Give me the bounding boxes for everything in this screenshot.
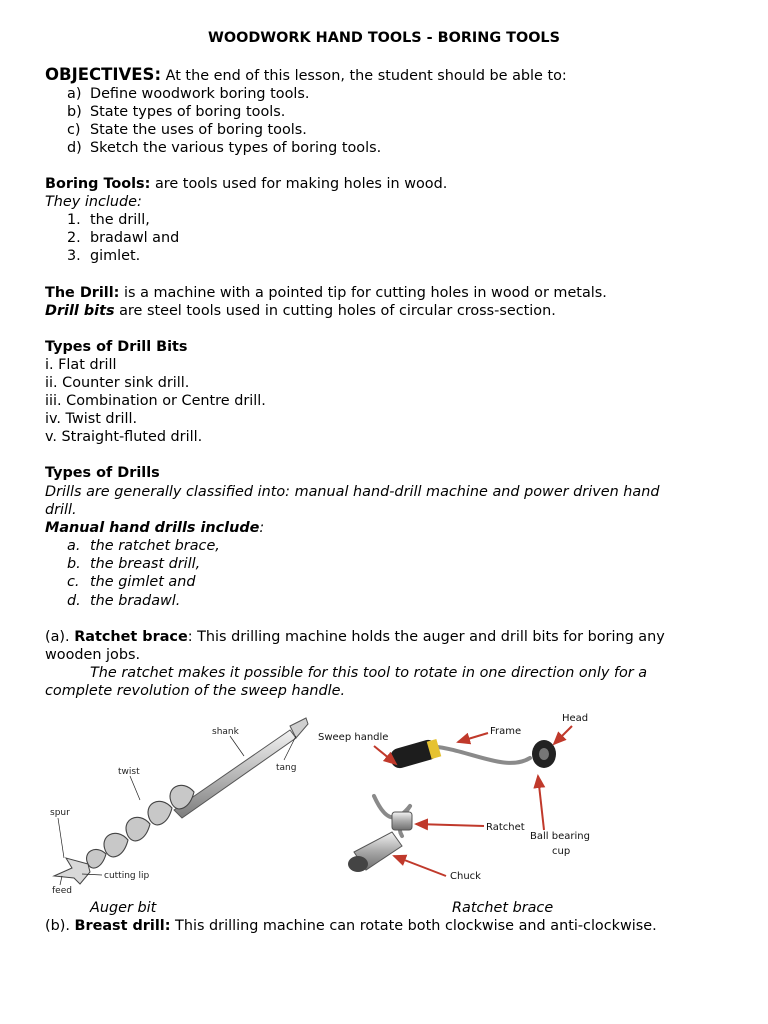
objective-item — [67, 103, 285, 121]
drill-bits-label: Drill bits — [45, 303, 115, 319]
objective-item — [67, 85, 309, 103]
brace-sweep-handle — [388, 738, 441, 770]
brace-ratchet — [392, 812, 412, 830]
breast-drill-line — [45, 917, 657, 935]
breast-drill-label: Breast drill: — [74, 918, 171, 934]
breast-drill-text: This drilling machine can rotate both clockwise and anti-clockwise. — [170, 918, 657, 934]
label-tang: tang — [276, 763, 297, 773]
list-marker: a) — [67, 86, 82, 102]
list-marker: 1. — [67, 212, 81, 228]
drill-types-text: Drills are generally classified into: manual hand-drill machine and power driven hand — [45, 484, 660, 500]
list-item-text: Sketch the various types of boring tools. — [90, 140, 382, 156]
ratchet-prefix: (a). — [45, 629, 75, 645]
list-marker: 3. — [67, 248, 81, 264]
drill-bits-line — [45, 302, 556, 320]
ratchet-brace-label: Ratchet brace — [74, 629, 188, 645]
objective-item — [67, 139, 381, 157]
label-shank: shank — [212, 727, 239, 737]
bit-type-item: v. Straight-fluted drill. — [45, 429, 203, 445]
objectives-label: OBJECTIVES: — [45, 65, 162, 84]
boring-tools-line — [45, 175, 447, 193]
list-item-text: State types of boring tools. — [90, 104, 286, 120]
list-item-text: Define woodwork boring tools. — [90, 86, 310, 102]
manual-drill-item — [67, 573, 196, 591]
bit-type-item: i. Flat drill — [45, 357, 117, 373]
breast-prefix: (b). — [45, 918, 75, 934]
list-marker: c. — [67, 574, 80, 590]
objectives-line — [45, 66, 567, 85]
list-marker: b. — [67, 556, 81, 572]
label-head: Head — [562, 713, 589, 724]
label-ratchet: Ratchet — [486, 822, 525, 833]
brace-chuck — [348, 832, 402, 872]
list-item-text: the drill, — [90, 212, 150, 228]
boring-tool-item — [67, 229, 179, 247]
ratchet-brace-caption: Ratchet brace — [452, 900, 554, 916]
list-marker: a. — [67, 538, 81, 554]
auger-bit-caption: Auger bit — [90, 900, 157, 916]
label-chuck: Chuck — [450, 871, 481, 882]
list-marker: b) — [67, 104, 82, 120]
manual-drill-item — [67, 555, 200, 573]
boring-tools-label: Boring Tools: — [45, 176, 151, 192]
manual-drills-label: Manual hand drills include — [45, 520, 260, 536]
bit-types-heading: Types of Drill Bits — [45, 339, 188, 355]
bit-type-item: iv. Twist drill. — [45, 411, 138, 427]
manual-drill-item — [67, 537, 220, 555]
list-marker: d) — [67, 140, 82, 156]
list-item-text: the ratchet brace, — [90, 538, 220, 554]
ratchet-brace-figure — [314, 706, 604, 898]
list-item-text: State the uses of boring tools. — [90, 122, 307, 138]
ratchet-brace-text: wooden jobs. — [45, 647, 141, 663]
boring-tool-item — [67, 247, 140, 265]
ratchet-note: The ratchet makes it possible for this tool to rotate in one direction only for a — [90, 665, 648, 681]
manual-drills-line — [45, 519, 264, 537]
boring-tools-text: are tools used for making holes in wood. — [150, 176, 448, 192]
ratchet-note: complete revolution of the sweep handle. — [45, 683, 346, 699]
auger-twist — [87, 785, 194, 868]
the-drill-label: The Drill: — [45, 285, 120, 301]
label-frame: Frame — [490, 726, 522, 737]
list-item-text: the breast drill, — [90, 556, 201, 572]
label-twist: twist — [118, 767, 140, 777]
list-marker: d. — [67, 593, 81, 609]
ratchet-brace-line — [45, 628, 665, 646]
the-drill-line — [45, 284, 607, 302]
manual-drills-colon: : — [259, 520, 265, 536]
page-title: WOODWORK HAND TOOLS - BORING TOOLS — [208, 30, 560, 46]
label-ball-bearing-cup: cup — [552, 846, 571, 857]
label-feed: feed — [52, 886, 72, 896]
list-item-text: bradawl and — [90, 230, 180, 246]
bit-type-item: iii. Combination or Centre drill. — [45, 393, 266, 409]
list-marker: c) — [67, 122, 81, 138]
auger-bit-figure — [44, 708, 310, 904]
list-item-text: gimlet. — [90, 248, 141, 264]
boring-tool-item — [67, 211, 150, 229]
manual-drill-item — [67, 592, 180, 610]
drill-types-text: drill. — [45, 502, 77, 518]
drill-bits-text: are steel tools used in cutting holes of circular cross-section. — [114, 303, 556, 319]
list-item-text: the gimlet and — [90, 574, 196, 590]
ratchet-brace-text: : This drilling machine holds the auger and drill bits for boring any — [187, 629, 665, 645]
bit-type-item: ii. Counter sink drill. — [45, 375, 190, 391]
objective-item — [67, 121, 307, 139]
list-item-text: the bradawl. — [90, 593, 181, 609]
drill-types-heading: Types of Drills — [45, 465, 160, 481]
brace-head — [532, 740, 556, 768]
label-ball-bearing: Ball bearing — [530, 831, 590, 842]
auger-tip — [54, 858, 90, 884]
label-spur: spur — [50, 808, 70, 818]
label-cutting-lip: cutting lip — [104, 871, 150, 881]
objectives-intro: At the end of this lesson, the student should be able to: — [161, 68, 567, 84]
the-drill-text: is a machine with a pointed tip for cutting holes in wood or metals. — [119, 285, 607, 301]
they-include-text: They include: — [45, 194, 142, 210]
list-marker: 2. — [67, 230, 81, 246]
label-sweep-handle: Sweep handle — [318, 732, 389, 743]
